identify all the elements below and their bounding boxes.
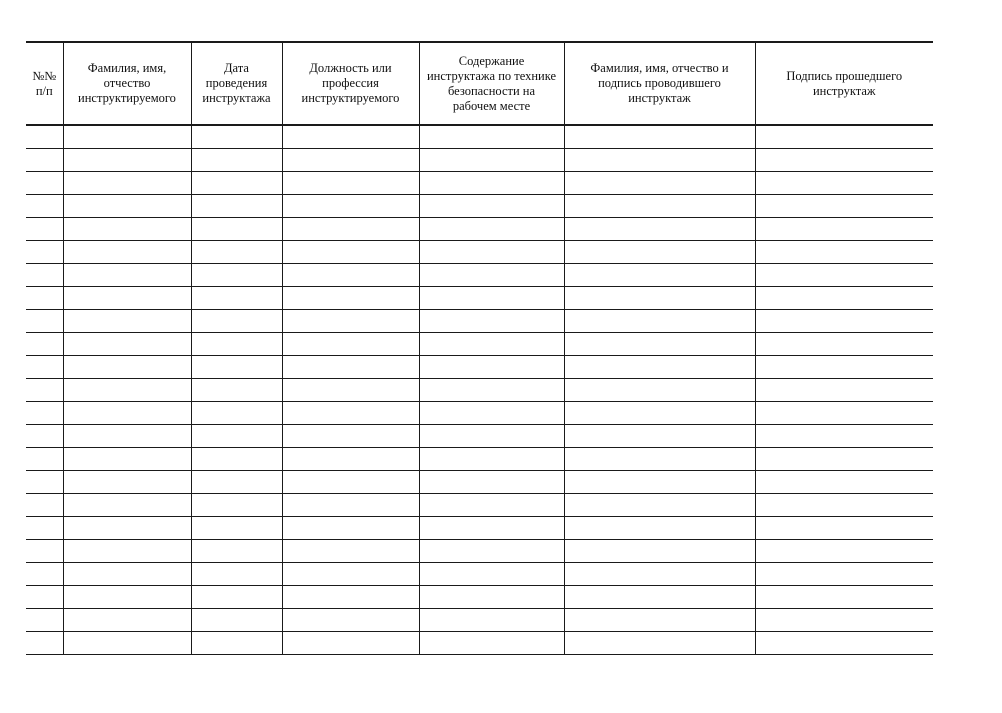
- cell-date[interactable]: [191, 125, 282, 148]
- cell-num[interactable]: [26, 263, 63, 286]
- cell-content[interactable]: [419, 194, 564, 217]
- table-row: [26, 378, 933, 401]
- cell-instructor[interactable]: [564, 194, 755, 217]
- cell-num[interactable]: [26, 631, 63, 654]
- cell-instructor[interactable]: [564, 562, 755, 585]
- table-row: [26, 539, 933, 562]
- cell-signature[interactable]: [755, 217, 933, 240]
- cell-num[interactable]: [26, 562, 63, 585]
- cell-signature[interactable]: [755, 539, 933, 562]
- cell-num[interactable]: [26, 447, 63, 470]
- cell-content[interactable]: [419, 240, 564, 263]
- cell-content[interactable]: [419, 217, 564, 240]
- cell-signature[interactable]: [755, 562, 933, 585]
- cell-num[interactable]: [26, 539, 63, 562]
- cell-signature[interactable]: [755, 309, 933, 332]
- cell-instructor[interactable]: [564, 217, 755, 240]
- cell-position[interactable]: [282, 194, 419, 217]
- cell-content[interactable]: [419, 148, 564, 171]
- table-row: [26, 194, 933, 217]
- cell-num[interactable]: [26, 424, 63, 447]
- cell-trainee_name[interactable]: [63, 171, 191, 194]
- cell-position[interactable]: [282, 585, 419, 608]
- cell-position[interactable]: [282, 424, 419, 447]
- cell-instructor[interactable]: [564, 424, 755, 447]
- cell-position[interactable]: [282, 631, 419, 654]
- cell-trainee_name[interactable]: [63, 401, 191, 424]
- cell-instructor[interactable]: [564, 493, 755, 516]
- cell-content[interactable]: [419, 585, 564, 608]
- cell-signature[interactable]: [755, 171, 933, 194]
- cell-position[interactable]: [282, 378, 419, 401]
- cell-trainee_name[interactable]: [63, 493, 191, 516]
- header-row: [26, 42, 933, 125]
- cell-date[interactable]: [191, 171, 282, 194]
- table-row: [26, 217, 933, 240]
- cell-trainee_name[interactable]: [63, 355, 191, 378]
- cell-signature[interactable]: [755, 585, 933, 608]
- cell-position[interactable]: [282, 562, 419, 585]
- cell-content[interactable]: [419, 401, 564, 424]
- cell-num[interactable]: [26, 309, 63, 332]
- cell-position[interactable]: [282, 355, 419, 378]
- column-header-signature: [755, 42, 933, 125]
- cell-date[interactable]: [191, 148, 282, 171]
- cell-signature[interactable]: [755, 447, 933, 470]
- cell-date[interactable]: [191, 194, 282, 217]
- cell-signature[interactable]: [755, 470, 933, 493]
- cell-signature[interactable]: [755, 194, 933, 217]
- cell-trainee_name[interactable]: [63, 516, 191, 539]
- cell-date[interactable]: [191, 286, 282, 309]
- cell-trainee_name[interactable]: [63, 585, 191, 608]
- cell-num[interactable]: [26, 516, 63, 539]
- cell-date[interactable]: [191, 263, 282, 286]
- cell-date[interactable]: [191, 447, 282, 470]
- cell-date[interactable]: [191, 240, 282, 263]
- cell-num[interactable]: [26, 217, 63, 240]
- cell-content[interactable]: [419, 493, 564, 516]
- instruction-log-table: [26, 41, 933, 655]
- table-row: [26, 286, 933, 309]
- cell-content[interactable]: [419, 516, 564, 539]
- table-row: [26, 401, 933, 424]
- table-row: [26, 562, 933, 585]
- cell-num[interactable]: [26, 608, 63, 631]
- cell-date[interactable]: [191, 332, 282, 355]
- column-header-position-label: Должность или профессия инструктируемого: [301, 61, 400, 105]
- cell-content[interactable]: [419, 378, 564, 401]
- cell-trainee_name[interactable]: [63, 240, 191, 263]
- cell-content[interactable]: [419, 562, 564, 585]
- cell-position[interactable]: [282, 470, 419, 493]
- cell-instructor[interactable]: [564, 585, 755, 608]
- column-header-instructor-label: Фамилия, имя, отчество и подпись проводившего инструктаж: [590, 61, 729, 105]
- cell-date[interactable]: [191, 309, 282, 332]
- cell-trainee_name[interactable]: [63, 309, 191, 332]
- cell-signature[interactable]: [755, 286, 933, 309]
- cell-instructor[interactable]: [564, 309, 755, 332]
- cell-signature[interactable]: [755, 332, 933, 355]
- cell-position[interactable]: [282, 332, 419, 355]
- table-row: [26, 585, 933, 608]
- cell-content[interactable]: [419, 447, 564, 470]
- cell-num[interactable]: [26, 148, 63, 171]
- cell-signature[interactable]: [755, 401, 933, 424]
- cell-date[interactable]: [191, 631, 282, 654]
- cell-trainee_name[interactable]: [63, 194, 191, 217]
- cell-num[interactable]: [26, 171, 63, 194]
- cell-signature[interactable]: [755, 240, 933, 263]
- cell-trainee_name[interactable]: [63, 424, 191, 447]
- cell-content[interactable]: [419, 286, 564, 309]
- table-row: [26, 148, 933, 171]
- cell-instructor[interactable]: [564, 355, 755, 378]
- cell-num[interactable]: [26, 332, 63, 355]
- cell-signature[interactable]: [755, 608, 933, 631]
- cell-position[interactable]: [282, 608, 419, 631]
- cell-num[interactable]: [26, 378, 63, 401]
- cell-date[interactable]: [191, 470, 282, 493]
- cell-trainee_name[interactable]: [63, 539, 191, 562]
- cell-position[interactable]: [282, 148, 419, 171]
- cell-date[interactable]: [191, 562, 282, 585]
- table-row: [26, 309, 933, 332]
- cell-date[interactable]: [191, 424, 282, 447]
- cell-date[interactable]: [191, 585, 282, 608]
- table-row: [26, 516, 933, 539]
- cell-instructor[interactable]: [564, 608, 755, 631]
- cell-trainee_name[interactable]: [63, 332, 191, 355]
- table-row: [26, 493, 933, 516]
- cell-num[interactable]: [26, 493, 63, 516]
- cell-num[interactable]: [26, 286, 63, 309]
- cell-instructor[interactable]: [564, 516, 755, 539]
- cell-position[interactable]: [282, 125, 419, 148]
- table-row: [26, 125, 933, 148]
- cell-date[interactable]: [191, 608, 282, 631]
- table-row: [26, 355, 933, 378]
- cell-instructor[interactable]: [564, 148, 755, 171]
- column-header-trainee-name: [63, 42, 191, 125]
- cell-position[interactable]: [282, 217, 419, 240]
- cell-num[interactable]: [26, 240, 63, 263]
- cell-instructor[interactable]: [564, 263, 755, 286]
- cell-signature[interactable]: [755, 378, 933, 401]
- cell-instructor[interactable]: [564, 286, 755, 309]
- cell-signature[interactable]: [755, 493, 933, 516]
- cell-signature[interactable]: [755, 263, 933, 286]
- column-header-signature-label: Подпись прошедшего инструктаж: [786, 68, 903, 98]
- column-header-instructor: [564, 42, 755, 125]
- cell-trainee_name[interactable]: [63, 217, 191, 240]
- cell-content[interactable]: [419, 332, 564, 355]
- cell-content[interactable]: [419, 608, 564, 631]
- cell-instructor[interactable]: [564, 539, 755, 562]
- cell-signature[interactable]: [755, 631, 933, 654]
- cell-instructor[interactable]: [564, 447, 755, 470]
- cell-trainee_name[interactable]: [63, 631, 191, 654]
- cell-date[interactable]: [191, 217, 282, 240]
- cell-signature[interactable]: [755, 148, 933, 171]
- cell-content[interactable]: [419, 171, 564, 194]
- cell-position[interactable]: [282, 493, 419, 516]
- cell-content[interactable]: [419, 355, 564, 378]
- cell-content[interactable]: [419, 470, 564, 493]
- cell-instructor[interactable]: [564, 401, 755, 424]
- cell-date[interactable]: [191, 516, 282, 539]
- cell-date[interactable]: [191, 401, 282, 424]
- table-row: [26, 608, 933, 631]
- log-body: [26, 125, 933, 654]
- cell-num[interactable]: [26, 355, 63, 378]
- column-header-number-label: №№ п/п: [32, 68, 57, 98]
- instruction-log-sheet: [26, 41, 933, 655]
- cell-date[interactable]: [191, 493, 282, 516]
- cell-instructor[interactable]: [564, 240, 755, 263]
- cell-trainee_name[interactable]: [63, 125, 191, 148]
- column-header-date: [191, 42, 282, 125]
- table-row: [26, 332, 933, 355]
- cell-content[interactable]: [419, 309, 564, 332]
- table-row: [26, 424, 933, 447]
- column-header-trainee-name-label: Фамилия, имя, отчество инструктируемого: [78, 61, 176, 105]
- cell-position[interactable]: [282, 516, 419, 539]
- cell-instructor[interactable]: [564, 125, 755, 148]
- cell-position[interactable]: [282, 447, 419, 470]
- cell-num[interactable]: [26, 401, 63, 424]
- cell-position[interactable]: [282, 309, 419, 332]
- cell-position[interactable]: [282, 171, 419, 194]
- cell-instructor[interactable]: [564, 171, 755, 194]
- cell-trainee_name[interactable]: [63, 378, 191, 401]
- cell-content[interactable]: [419, 263, 564, 286]
- cell-content[interactable]: [419, 424, 564, 447]
- cell-instructor[interactable]: [564, 332, 755, 355]
- cell-trainee_name[interactable]: [63, 470, 191, 493]
- cell-date[interactable]: [191, 378, 282, 401]
- cell-content[interactable]: [419, 539, 564, 562]
- cell-trainee_name[interactable]: [63, 286, 191, 309]
- cell-trainee_name[interactable]: [63, 148, 191, 171]
- cell-content[interactable]: [419, 631, 564, 654]
- cell-signature[interactable]: [755, 125, 933, 148]
- cell-date[interactable]: [191, 355, 282, 378]
- cell-position[interactable]: [282, 286, 419, 309]
- cell-trainee_name[interactable]: [63, 608, 191, 631]
- cell-num[interactable]: [26, 470, 63, 493]
- table-row: [26, 470, 933, 493]
- cell-position[interactable]: [282, 401, 419, 424]
- cell-trainee_name[interactable]: [63, 447, 191, 470]
- cell-instructor[interactable]: [564, 378, 755, 401]
- cell-signature[interactable]: [755, 424, 933, 447]
- cell-date[interactable]: [191, 539, 282, 562]
- table-row: [26, 263, 933, 286]
- cell-instructor[interactable]: [564, 631, 755, 654]
- cell-position[interactable]: [282, 539, 419, 562]
- cell-num[interactable]: [26, 125, 63, 148]
- cell-instructor[interactable]: [564, 470, 755, 493]
- table-row: [26, 171, 933, 194]
- column-header-content-label: Содержание инструктажа по технике безопасности на рабочем месте: [426, 53, 557, 113]
- table-row: [26, 240, 933, 263]
- cell-content[interactable]: [419, 125, 564, 148]
- column-header-number: [26, 42, 63, 125]
- cell-num[interactable]: [26, 194, 63, 217]
- column-header-position: [282, 42, 419, 125]
- cell-trainee_name[interactable]: [63, 263, 191, 286]
- cell-signature[interactable]: [755, 355, 933, 378]
- table-row: [26, 447, 933, 470]
- cell-signature[interactable]: [755, 516, 933, 539]
- cell-trainee_name[interactable]: [63, 562, 191, 585]
- column-header-date-label: Дата проведения инструктажа: [202, 61, 271, 105]
- cell-position[interactable]: [282, 263, 419, 286]
- cell-num[interactable]: [26, 585, 63, 608]
- table-row: [26, 631, 933, 654]
- column-header-content: [419, 42, 564, 125]
- cell-position[interactable]: [282, 240, 419, 263]
